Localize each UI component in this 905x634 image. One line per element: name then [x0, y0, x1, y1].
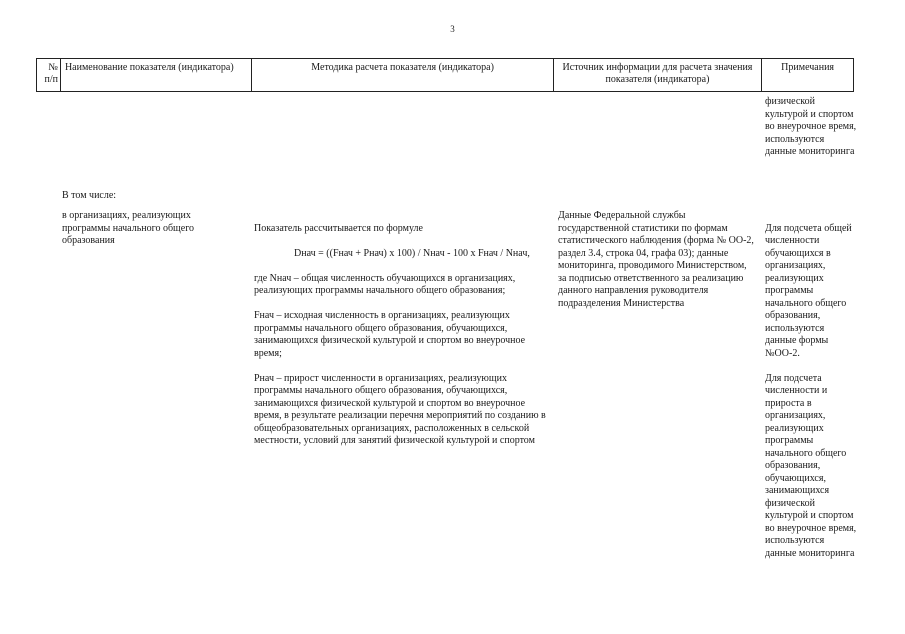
subheader-including: В том числе:	[62, 190, 117, 201]
header-method: Методика расчета показателя (индикатора)	[251, 59, 552, 91]
notes-paragraph-2: Для подсчета численности и прироста в организациях, реализующих программы начального общего образования, обучающихся, занимающихся физической культурой и спортом во внеурочное время, используются данные мониторинга	[765, 372, 857, 559]
method-definition-p: Pнач – прирост численности в организациях, реализующих программы начального общего образования, обучающихся, занимающихся физической культурой и спортом во внеурочное время, в результате реализации перечня мероприятий по созданию в общеобразовательных организациях, расположенных в сельской местности, условий для занятий физической культурой и спортом	[254, 372, 546, 446]
method-definition-n: где Nнач – общая численность обучающихся в организациях, реализующих программы начального общего образования;	[254, 272, 516, 296]
header-number: № п/п	[44, 62, 58, 85]
method-intro: Показатель рассчитывается по формуле	[254, 222, 423, 234]
header-indicator-name: Наименование показателя (индикатора)	[60, 59, 252, 91]
row-source: Данные Федеральной службы государственной статистики по формам статистического наблюдения (форма № ОО-2, раздел 3.4, строка 04, графа 03); данные мониторинга, проводимого Министерством, за подписью ответственного за реализацию данного направления руководителя подразделения Министерства	[558, 210, 754, 309]
row-indicator-name: в организациях, реализующих программы начального общего образования	[62, 210, 195, 246]
header-source: Источник информации для расчета значения показателя (индикатора)	[553, 59, 761, 91]
page-number: 3	[450, 24, 455, 34]
row-notes	[765, 210, 857, 573]
method-formula: Dнач = ((Fнач + Pнач) x 100) / Nнач - 100 x Fнач / Nнач,	[294, 247, 530, 259]
notes-paragraph-1: Для подсчета общей численности обучающихся в организациях, реализующих программы начального общего образования, используются данные формы №ОО-2.	[765, 222, 852, 359]
continued-note: физической культурой и спортом во внеурочное время, используются данные мониторинга	[765, 96, 857, 157]
header-notes: Примечания	[761, 59, 853, 91]
row-method	[254, 210, 554, 460]
table-header	[36, 58, 854, 92]
method-definition-f: Fнач – исходная численность в организациях, реализующих программы начального общего образования, обучающихся, занимающихся физической культурой и спортом во внеурочное время;	[254, 310, 526, 359]
